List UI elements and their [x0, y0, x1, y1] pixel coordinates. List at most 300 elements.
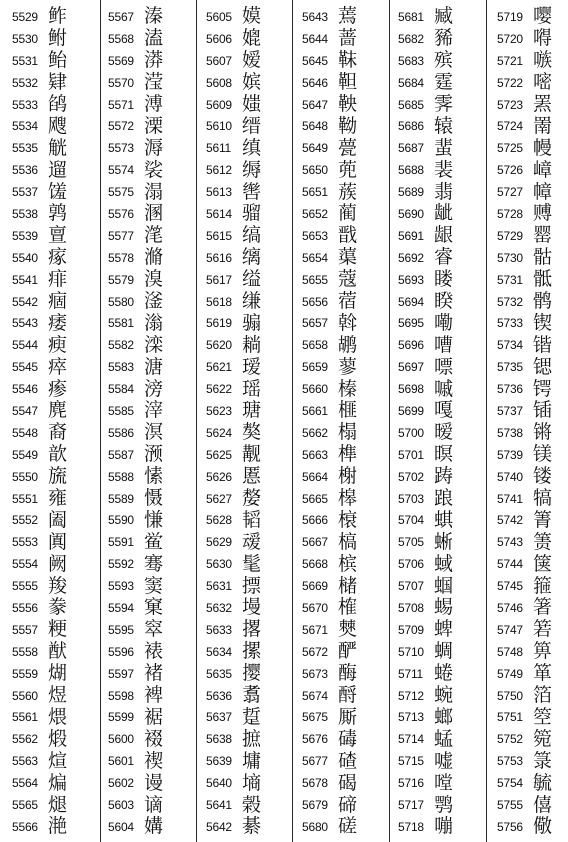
entry-number: 5742	[497, 513, 523, 528]
table-row	[497, 137, 568, 159]
table-row	[497, 531, 568, 553]
entry-character: 嘡	[434, 771, 454, 794]
table-row	[12, 597, 98, 619]
table-row	[497, 422, 568, 444]
table-row	[497, 794, 568, 816]
table-row	[497, 28, 568, 50]
entry-number: 5722	[497, 75, 523, 90]
entry-character: 缢	[242, 268, 262, 291]
table-row	[302, 728, 388, 750]
entry-character: 窦	[144, 574, 164, 597]
entry-character: 煊	[48, 749, 68, 772]
entry-number: 5740	[497, 469, 523, 484]
table-row	[206, 181, 292, 203]
entry-number: 5714	[398, 732, 424, 747]
entry-character: 溘	[144, 27, 164, 50]
entry-number: 5582	[108, 338, 134, 353]
entry-number: 5558	[12, 644, 38, 659]
table-row	[108, 466, 194, 488]
entry-character: 羧	[48, 574, 68, 597]
entry-number: 5626	[206, 469, 232, 484]
table-row	[302, 619, 388, 641]
entry-character: 睽	[434, 290, 454, 313]
entry-number: 5554	[12, 557, 38, 572]
table-row	[108, 291, 194, 313]
entry-number: 5630	[206, 557, 232, 572]
entry-number: 5562	[12, 732, 38, 747]
table-row	[497, 203, 568, 225]
entry-character: 镁	[533, 443, 553, 466]
table-row	[206, 6, 292, 28]
table-row	[398, 400, 484, 422]
entry-number: 5705	[398, 535, 424, 550]
entry-character: 愫	[144, 465, 164, 488]
entry-character: 阙	[48, 552, 68, 575]
entry-number: 5600	[108, 732, 134, 747]
table-row	[302, 707, 388, 729]
entry-number: 5703	[398, 491, 424, 506]
entry-number: 5754	[497, 776, 523, 791]
table-row	[302, 50, 388, 72]
entry-character: 裔	[48, 421, 68, 444]
entry-character: 裨	[144, 684, 164, 707]
entry-number: 5672	[302, 644, 328, 659]
entry-character: 暧	[434, 421, 454, 444]
entry-character: 撂	[242, 618, 262, 641]
table-row	[398, 137, 484, 159]
entry-character: 蔺	[338, 202, 358, 225]
table-row	[108, 794, 194, 816]
entry-character: 榻	[338, 421, 358, 444]
entry-character: 瑷	[242, 355, 262, 378]
table-row	[12, 312, 98, 334]
character-column-5	[398, 6, 484, 838]
entry-number: 5733	[497, 316, 523, 331]
table-row	[398, 663, 484, 685]
entry-character: 滂	[144, 377, 164, 400]
entry-number: 5532	[12, 75, 38, 90]
entry-character: 猷	[48, 640, 68, 663]
entry-character: 嘌	[434, 355, 454, 378]
entry-character: 鲎	[144, 530, 164, 553]
entry-number: 5713	[398, 710, 424, 725]
table-row	[302, 291, 388, 313]
entry-number: 5682	[398, 31, 424, 46]
character-column-4	[302, 6, 388, 838]
table-row	[108, 619, 194, 641]
table-row	[302, 137, 388, 159]
entry-number: 5709	[398, 622, 424, 637]
entry-character: 裰	[144, 727, 164, 750]
entry-number: 5550	[12, 469, 38, 484]
entry-number: 5755	[497, 798, 523, 812]
entry-character: 缡	[242, 246, 262, 269]
entry-number: 5710	[398, 644, 424, 659]
table-row	[108, 269, 194, 291]
table-row	[206, 816, 292, 838]
entry-character: 阗	[48, 530, 68, 553]
table-row	[206, 794, 292, 816]
entry-character: 蔸	[338, 158, 358, 181]
entry-character: 箜	[533, 705, 553, 728]
entry-character: 蔫	[338, 5, 358, 28]
entry-character: 慊	[144, 508, 164, 531]
entry-number: 5704	[398, 513, 424, 528]
entry-character: 瘐	[48, 333, 68, 356]
entry-character: 螂	[434, 705, 454, 728]
entry-number: 5689	[398, 185, 424, 200]
entry-number: 5694	[398, 294, 424, 309]
table-row	[398, 356, 484, 378]
entry-number: 5547	[12, 403, 38, 418]
table-row	[12, 794, 98, 816]
entry-character: 旒	[48, 465, 68, 488]
entry-number: 5671	[302, 622, 328, 637]
column-divider	[292, 0, 293, 842]
table-row	[12, 553, 98, 575]
table-row	[497, 225, 568, 247]
entry-number: 5530	[12, 31, 38, 46]
entry-character: 蝈	[434, 574, 454, 597]
entry-number: 5666	[302, 513, 328, 528]
table-row	[12, 378, 98, 400]
table-row	[206, 247, 292, 269]
entry-character: 箅	[533, 640, 553, 663]
entry-character: 榛	[338, 377, 358, 400]
table-row	[398, 488, 484, 510]
entry-number: 5608	[206, 75, 232, 90]
entry-character: 溷	[144, 202, 164, 225]
entry-number: 5651	[302, 185, 328, 200]
table-row	[108, 378, 194, 400]
entry-character: 窠	[144, 596, 164, 619]
entry-number: 5750	[497, 688, 523, 703]
table-row	[12, 728, 98, 750]
entry-character: 骟	[242, 311, 262, 334]
table-row	[398, 291, 484, 313]
character-column-3	[206, 6, 292, 838]
table-row	[206, 115, 292, 137]
table-row	[206, 225, 292, 247]
entry-number: 5573	[108, 141, 134, 156]
table-row	[398, 115, 484, 137]
entry-number: 5621	[206, 360, 232, 375]
table-row	[206, 597, 292, 619]
table-row	[206, 400, 292, 422]
table-row	[12, 50, 98, 72]
entry-number: 5615	[206, 228, 232, 243]
entry-number: 5749	[497, 666, 523, 681]
table-row	[206, 28, 292, 50]
entry-number: 5729	[497, 228, 523, 243]
entry-number: 5598	[108, 688, 134, 703]
entry-number: 5616	[206, 250, 232, 265]
entry-character: 缛	[242, 158, 262, 181]
entry-number: 5660	[302, 382, 328, 397]
entry-character: 豨	[434, 27, 454, 50]
entry-character: 嘣	[434, 815, 454, 838]
table-row	[497, 663, 568, 685]
entry-character: 慝	[242, 465, 262, 488]
entry-character: 霆	[434, 71, 454, 94]
entry-character: 瘃	[48, 246, 68, 269]
table-row	[398, 531, 484, 553]
entry-character: 缣	[242, 290, 262, 313]
entry-number: 5592	[108, 557, 134, 572]
table-row	[12, 334, 98, 356]
entry-character: 溱	[144, 5, 164, 28]
table-row	[302, 378, 388, 400]
entry-number: 5695	[398, 316, 424, 331]
entry-number: 5611	[206, 141, 232, 156]
table-row	[206, 685, 292, 707]
entry-character: 摭	[242, 727, 262, 750]
entry-character: 鞅	[338, 93, 358, 115]
entry-number: 5708	[398, 600, 424, 615]
entry-number: 5533	[12, 97, 38, 112]
entry-character: 翥	[242, 684, 262, 707]
entry-number: 5599	[108, 710, 134, 725]
table-row	[206, 291, 292, 313]
entry-number: 5543	[12, 316, 38, 331]
entry-character: 馐	[48, 180, 68, 203]
entry-number: 5730	[497, 250, 523, 265]
table-row	[108, 422, 194, 444]
entry-character: 滓	[144, 399, 164, 422]
entry-number: 5566	[12, 819, 38, 834]
table-row	[302, 115, 388, 137]
table-row	[206, 444, 292, 466]
entry-character: 幔	[533, 136, 553, 159]
table-row	[206, 575, 292, 597]
table-row	[12, 488, 98, 510]
entry-character: 缜	[242, 136, 262, 159]
table-row	[497, 509, 568, 531]
table-row	[206, 94, 292, 116]
entry-number: 5540	[12, 250, 38, 265]
table-row	[497, 378, 568, 400]
entry-number: 5534	[12, 119, 38, 134]
table-row	[398, 750, 484, 772]
table-row	[497, 488, 568, 510]
entry-character: 蜚	[434, 136, 454, 159]
entry-character: 箐	[533, 508, 553, 531]
table-row	[108, 750, 194, 772]
entry-number: 5580	[108, 294, 134, 309]
entry-number: 5584	[108, 382, 134, 397]
table-row	[12, 72, 98, 94]
table-row	[108, 641, 194, 663]
entry-number: 5610	[206, 119, 232, 134]
entry-character: 瑭	[242, 399, 262, 422]
entry-character: 榖	[242, 793, 262, 816]
table-row	[12, 115, 98, 137]
entry-number: 5594	[108, 600, 134, 615]
entry-number: 5629	[206, 535, 232, 550]
table-row	[12, 159, 98, 181]
entry-character: 嗾	[533, 49, 553, 72]
entry-number: 5639	[206, 754, 232, 769]
entry-number: 5735	[497, 360, 523, 375]
entry-number: 5656	[302, 294, 328, 309]
table-row	[302, 225, 388, 247]
table-row	[12, 531, 98, 553]
entry-character: 獒	[242, 421, 262, 444]
entry-number: 5673	[302, 666, 328, 681]
entry-character: 龈	[434, 224, 454, 247]
entry-character: 龇	[434, 202, 454, 225]
entry-character: 碡	[338, 727, 358, 750]
table-row	[12, 641, 98, 663]
entry-character: 滃	[144, 311, 164, 334]
entry-number: 5746	[497, 600, 523, 615]
table-row	[398, 225, 484, 247]
table-row	[12, 247, 98, 269]
entry-number: 5568	[108, 31, 134, 46]
entry-character: 箍	[533, 574, 553, 597]
table-row	[497, 444, 568, 466]
entry-character: 鹘	[533, 290, 553, 313]
entry-number: 5675	[302, 710, 328, 725]
entry-character: 摽	[242, 574, 262, 597]
entry-number: 5585	[108, 403, 134, 418]
entry-number: 5569	[108, 53, 134, 68]
table-row	[108, 707, 194, 729]
entry-character: 箪	[533, 662, 553, 685]
entry-number: 5596	[108, 644, 134, 659]
entry-character: 赙	[533, 202, 553, 225]
table-row	[12, 356, 98, 378]
entry-number: 5535	[12, 141, 38, 156]
entry-character: 溽	[144, 136, 164, 159]
entry-number: 5712	[398, 688, 424, 703]
entry-character: 綦	[242, 815, 262, 838]
table-row	[302, 597, 388, 619]
table-row	[398, 685, 484, 707]
entry-character: 骞	[144, 552, 164, 575]
entry-number: 5756	[497, 819, 523, 834]
entry-number: 5563	[12, 754, 38, 769]
entry-number: 5697	[398, 360, 424, 375]
table-row	[398, 378, 484, 400]
entry-number: 5548	[12, 425, 38, 440]
table-row	[108, 115, 194, 137]
entry-number: 5605	[206, 9, 232, 24]
table-row	[302, 400, 388, 422]
entry-character: 滦	[144, 333, 164, 356]
entry-character: 叆	[242, 530, 262, 553]
entry-character: 滗	[144, 224, 164, 247]
entry-character: 嫫	[242, 5, 262, 28]
entry-character: 煨	[48, 705, 68, 728]
entry-character: 箸	[533, 596, 553, 619]
entry-number: 5667	[302, 535, 328, 550]
table-row	[398, 794, 484, 816]
entry-number: 5574	[108, 163, 134, 178]
entry-number: 5587	[108, 447, 134, 462]
entry-number: 5676	[302, 732, 328, 747]
entry-number: 5691	[398, 228, 424, 243]
entry-character: 蔟	[338, 180, 358, 203]
entry-number: 5727	[497, 185, 523, 200]
entry-character: 酹	[338, 684, 358, 707]
entry-number: 5637	[206, 710, 232, 725]
entry-character: 瘆	[48, 377, 68, 400]
entry-number: 5653	[302, 228, 328, 243]
entry-number: 5718	[398, 819, 424, 834]
entry-character: 榧	[338, 399, 358, 422]
entry-number: 5564	[12, 776, 38, 791]
entry-number: 5738	[497, 425, 523, 440]
table-row	[398, 28, 484, 50]
entry-number: 5618	[206, 294, 232, 309]
entry-character: 靺	[338, 49, 358, 72]
entry-character: 蜥	[434, 530, 454, 553]
entry-number: 5687	[398, 141, 424, 156]
table-row	[206, 466, 292, 488]
table-row	[398, 816, 484, 838]
entry-number: 5589	[108, 491, 134, 506]
entry-number: 5737	[497, 403, 523, 418]
entry-number: 5578	[108, 250, 134, 265]
character-column-6	[497, 6, 568, 838]
entry-number: 5674	[302, 688, 328, 703]
table-row	[12, 685, 98, 707]
entry-number: 5745	[497, 579, 523, 594]
entry-number: 5603	[108, 798, 134, 812]
entry-character: 锶	[533, 355, 553, 378]
entry-number: 5593	[108, 579, 134, 594]
entry-character: 嫔	[242, 71, 262, 94]
entry-character: 箢	[533, 727, 553, 750]
table-row	[108, 6, 194, 28]
entry-number: 5690	[398, 206, 424, 221]
character-column-2	[108, 6, 194, 838]
entry-number: 5668	[302, 557, 328, 572]
entry-character: 滢	[144, 71, 164, 94]
table-row	[108, 203, 194, 225]
entry-character: 遛	[48, 158, 68, 181]
table-row	[497, 269, 568, 291]
entry-number: 5657	[302, 316, 328, 331]
entry-character: 蜿	[434, 684, 454, 707]
entry-number: 5557	[12, 622, 38, 637]
table-row	[497, 466, 568, 488]
entry-number: 5606	[206, 31, 232, 46]
entry-number: 5556	[12, 600, 38, 615]
entry-number: 5658	[302, 338, 328, 353]
table-row	[302, 28, 388, 50]
table-row	[108, 772, 194, 794]
entry-number: 5665	[302, 491, 328, 506]
entry-character: 幛	[533, 180, 553, 203]
entry-number: 5686	[398, 119, 424, 134]
table-row	[398, 597, 484, 619]
entry-number: 5641	[206, 798, 232, 812]
table-row	[302, 509, 388, 531]
table-row	[302, 641, 388, 663]
table-row	[497, 6, 568, 28]
entry-character: 殡	[434, 49, 454, 72]
entry-character: 觏	[242, 443, 262, 466]
entry-character: 煺	[48, 793, 68, 816]
entry-character: 嘚	[533, 27, 553, 50]
entry-character: 厮	[338, 705, 358, 728]
table-row	[398, 641, 484, 663]
table-row	[206, 641, 292, 663]
entry-number: 5581	[108, 316, 134, 331]
character-column-1	[12, 6, 98, 838]
